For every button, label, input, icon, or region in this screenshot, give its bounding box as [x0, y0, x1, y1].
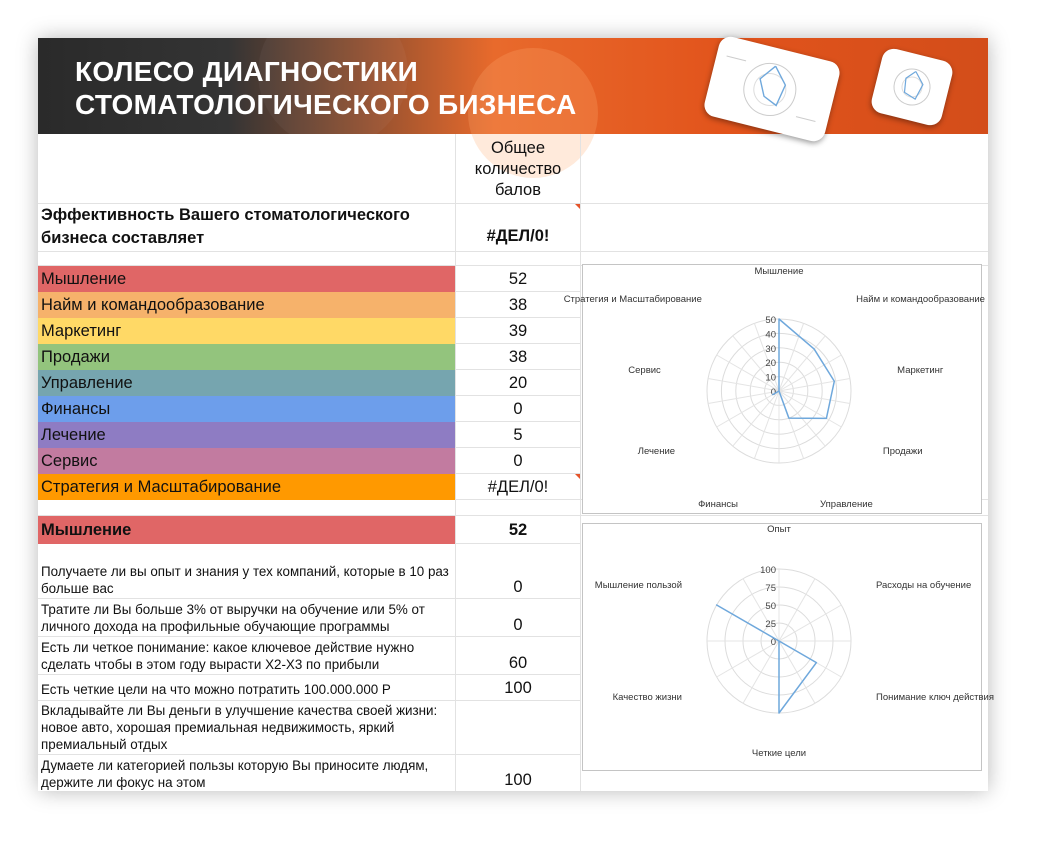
category-value-marketing[interactable]: 39 [508, 322, 528, 340]
category-label-treatment[interactable]: Лечение [38, 422, 455, 448]
radar-tick-label: 0 [770, 387, 776, 398]
radar-axis-label: Лечение [637, 446, 676, 457]
comment-marker[interactable] [575, 204, 580, 209]
radar-tick-label: 75 [765, 583, 776, 594]
radar-axis-label: Продажи [882, 446, 923, 457]
category-value-hiring[interactable]: 38 [508, 296, 528, 314]
category-value-sales[interactable]: 38 [508, 348, 528, 366]
radar-axis-label: Понимание ключ действия [875, 692, 994, 703]
question-score[interactable]: 100 [504, 679, 532, 697]
wheel-preview-card [702, 34, 842, 144]
radar-chart-svg [563, 265, 985, 513]
radar-tick-label: 50 [765, 601, 776, 612]
mindset-radar-chart[interactable] [582, 523, 994, 771]
question-text: Вкладывайте ли Вы деньги в улучшение качества своей жизни: новое авто, хорошая премиальная недвижимость, яркий премиальный отдых [41, 703, 438, 752]
category-label-service[interactable]: Сервис [38, 448, 455, 474]
radar-axis-label: Найм и командообразование [856, 294, 985, 306]
radar-tick-label: 100 [760, 565, 776, 576]
category-value-service[interactable]: 0 [513, 452, 523, 470]
question-text: Тратите ли Вы больше 3% от выручки на обучение или 5% от личного дохода на профильные обучающие программы [41, 602, 425, 634]
section-title[interactable]: Мышление [38, 516, 455, 544]
radar-tick-label: 50 [765, 315, 776, 326]
question-score[interactable]: 60 [508, 654, 528, 672]
question-score[interactable]: 0 [513, 616, 523, 634]
category-radar-chart[interactable] [563, 264, 985, 514]
category-label-strategy[interactable]: Стратегия и Масштабирование [38, 474, 455, 500]
sheet-grid [38, 134, 994, 791]
comment-marker[interactable] [575, 474, 580, 479]
radar-spoke [717, 641, 779, 677]
radar-chart-svg [583, 524, 994, 770]
question-text: Получаете ли вы опыт и знания у тех компаний, которые в 10 раз больше вас [41, 564, 449, 596]
category-label-mindset[interactable]: Мышление [38, 266, 455, 292]
category-label-sales[interactable]: Продажи [38, 344, 455, 370]
category-value-strategy[interactable]: #ДЕЛ/0! [487, 478, 549, 496]
radar-axis-label: Расходы на обучение [875, 580, 972, 591]
category-label-management[interactable]: Управление [38, 370, 455, 396]
efficiency-label: Эффективность Вашего стоматологического бизнеса составляет [41, 206, 410, 247]
wheel-preview-card-small [869, 46, 955, 127]
radar-axis-label: Мышление пользой [594, 580, 683, 591]
spreadsheet-view [38, 38, 994, 791]
radar-tick-label: 40 [765, 329, 776, 341]
section-total[interactable]: 52 [508, 521, 528, 539]
total-score-column-header: Общее количество балов [474, 139, 562, 199]
radar-spoke [743, 641, 779, 703]
radar-tick-label: 10 [765, 372, 776, 384]
radar-axis-label: Маркетинг [897, 365, 944, 377]
radar-axis-label: Финансы [698, 498, 738, 510]
radar-tick-label: 20 [765, 358, 776, 370]
radar-axis-label: Управление [820, 498, 873, 510]
radar-axis-label: Четкие цели [751, 748, 807, 759]
banner-title: КОЛЕСО ДИАГНОСТИКИ СТОМАТОЛОГИЧЕСКОГО БИЗНЕСА [75, 56, 577, 120]
category-label-marketing[interactable]: Маркетинг [38, 318, 455, 344]
category-label-hiring[interactable]: Найм и командообразование [38, 292, 455, 318]
radar-axis-label: Мышление [754, 266, 804, 277]
question-score[interactable]: 100 [504, 771, 532, 789]
question-text: Думаете ли категорией пользы которую Вы приносите людям, держите ли фокус на этом [41, 758, 429, 790]
wheel-preview-icon [869, 46, 955, 127]
radar-tick-label: 30 [765, 343, 776, 355]
efficiency-value[interactable]: #ДЕЛ/0! [486, 227, 550, 245]
question-score[interactable]: 0 [513, 578, 523, 596]
category-value-mindset[interactable]: 52 [508, 270, 528, 288]
header-banner [38, 38, 988, 134]
category-label-finance[interactable]: Финансы [38, 396, 455, 422]
category-value-treatment[interactable]: 5 [513, 426, 523, 444]
radar-spoke [779, 605, 841, 641]
radar-axis-label: Опыт [767, 524, 791, 535]
radar-axis-label: Стратегия и Масштабирование [563, 294, 702, 306]
category-value-finance[interactable]: 0 [513, 400, 523, 418]
radar-tick-label: 25 [765, 619, 776, 630]
question-text: Есть ли четкое понимание: какое ключевое действие нужно сделать чтобы в этом году вырасти Х2-Х3 по прибыли [41, 640, 415, 672]
radar-axis-label: Качество жизни [612, 692, 683, 703]
radar-tick-label: 0 [770, 637, 776, 648]
wheel-preview-icon [702, 34, 842, 144]
question-text: Есть четкие цели на что можно потратить 100.000.000 Р [41, 682, 391, 697]
radar-spoke [779, 579, 815, 641]
category-value-management[interactable]: 20 [508, 374, 528, 392]
radar-axis-label: Сервис [628, 365, 661, 377]
